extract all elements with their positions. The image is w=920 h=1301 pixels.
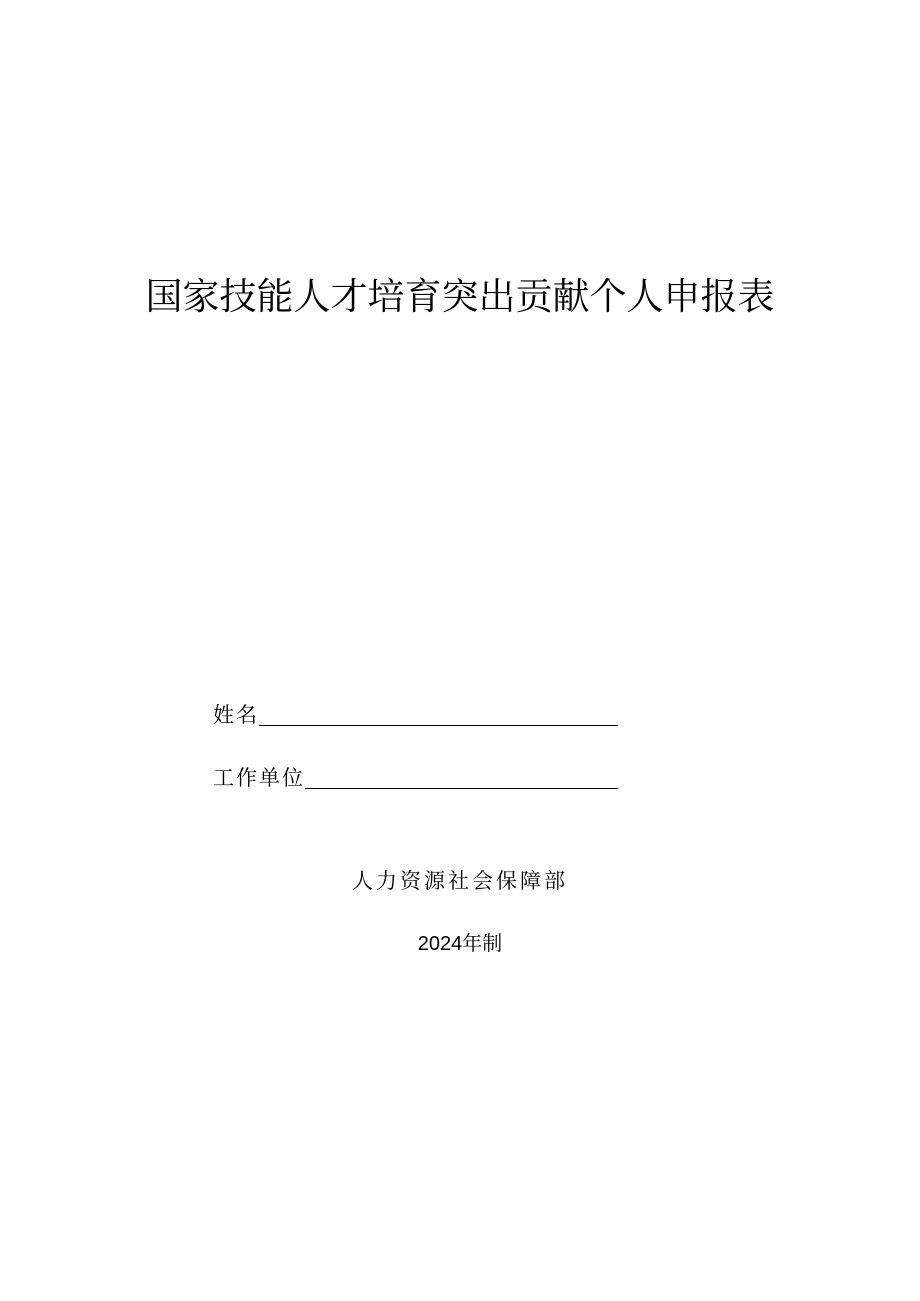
issuer-name: 人力资源社会保障部 bbox=[352, 869, 568, 893]
work-unit-blank-line[interactable] bbox=[305, 766, 618, 789]
name-field bbox=[213, 702, 618, 728]
work-unit-field bbox=[213, 765, 618, 791]
year-made: 2024年制 bbox=[417, 933, 503, 955]
work-unit-label: 工作单位 bbox=[213, 766, 305, 790]
name-label: 姓名 bbox=[213, 703, 259, 727]
document-title: 国家技能人才培育突出贡献个人申报表 bbox=[145, 275, 775, 318]
name-blank-line[interactable] bbox=[259, 703, 618, 726]
